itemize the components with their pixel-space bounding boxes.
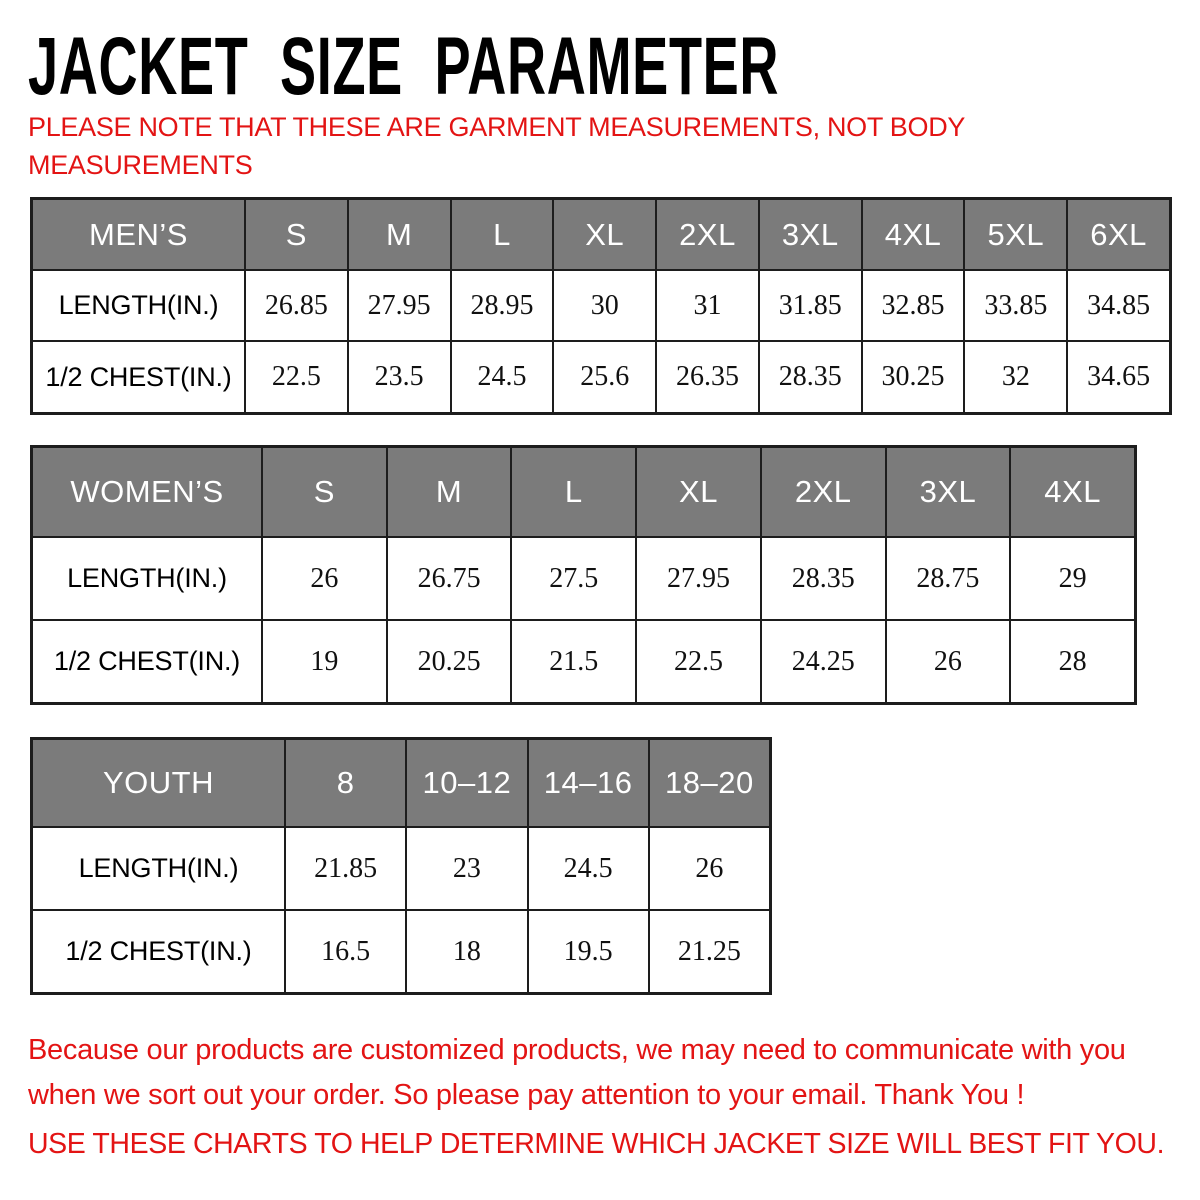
youth-size-header-8: 8: [285, 739, 406, 827]
womens-chest-value: 28: [1010, 620, 1135, 703]
womens-size-header-xl: XL: [636, 447, 761, 537]
youth-length-row-label: LENGTH(IN.): [32, 827, 285, 910]
mens-chest-value: 23.5: [348, 341, 451, 413]
mens-table-title: MEN’S: [32, 199, 245, 270]
youth-size-header-14-16: 14–16: [528, 739, 649, 827]
mens-size-header-6xl: 6XL: [1067, 199, 1170, 270]
mens-length-value: 34.85: [1067, 270, 1170, 341]
mens-chest-value: 22.5: [245, 341, 348, 413]
youth-length-value: 23: [406, 827, 527, 910]
mens-chest-row-label: 1/2 CHEST(IN.): [32, 341, 245, 413]
mens-length-value: 27.95: [348, 270, 451, 341]
mens-chest-value: 25.6: [553, 341, 656, 413]
womens-chest-value: 24.25: [761, 620, 886, 703]
mens-length-value: 31: [656, 270, 759, 341]
youth-chest-value: 18: [406, 910, 527, 993]
womens-table-title: WOMEN’S: [32, 447, 262, 537]
mens-size-header-4xl: 4XL: [862, 199, 965, 270]
womens-size-header-s: S: [262, 447, 387, 537]
mens-size-header-s: S: [245, 199, 348, 270]
mens-size-header-2xl: 2XL: [656, 199, 759, 270]
page-title: JACKET SIZE PARAMETER: [28, 21, 780, 112]
womens-length-row-label: LENGTH(IN.): [32, 537, 262, 620]
womens-length-value: 29: [1010, 537, 1135, 620]
note-line-1: PLEASE NOTE THAT THESE ARE GARMENT MEASUREMENTS, NOT BODY: [28, 112, 966, 142]
mens-size-header-5xl: 5XL: [964, 199, 1067, 270]
mens-chest-value: 26.35: [656, 341, 759, 413]
womens-size-header-2xl: 2XL: [761, 447, 886, 537]
mens-chest-value: 34.65: [1067, 341, 1170, 413]
womens-size-header-l: L: [511, 447, 636, 537]
womens-chest-value: 21.5: [511, 620, 636, 703]
mens-size-header-m: M: [348, 199, 451, 270]
womens-length-value: 26: [262, 537, 387, 620]
mens-length-row-label: LENGTH(IN.): [32, 270, 245, 341]
womens-length-value: 26.75: [387, 537, 512, 620]
mens-size-header-l: L: [451, 199, 554, 270]
mens-chest-value: 24.5: [451, 341, 554, 413]
womens-chest-row-label: 1/2 CHEST(IN.): [32, 620, 262, 703]
mens-length-value: 28.95: [451, 270, 554, 341]
customized-products-note: [28, 1028, 1193, 1118]
note-line-2: MEASUREMENTS: [28, 150, 253, 180]
womens-length-value: 28.35: [761, 537, 886, 620]
mens-length-value: 30: [553, 270, 656, 341]
youth-size-header-18-20: 18–20: [649, 739, 770, 827]
womens-chest-value: 22.5: [636, 620, 761, 703]
womens-chest-value: 26: [886, 620, 1011, 703]
womens-length-value: 27.95: [636, 537, 761, 620]
womens-chest-value: 20.25: [387, 620, 512, 703]
womens-length-value: 28.75: [886, 537, 1011, 620]
youth-chest-value: 16.5: [285, 910, 406, 993]
womens-size-header-3xl: 3XL: [886, 447, 1011, 537]
youth-chest-value: 19.5: [528, 910, 649, 993]
use-charts-note: USE THESE CHARTS TO HELP DETERMINE WHICH JACKET SIZE WILL BEST FIT YOU.: [28, 1128, 1165, 1160]
garment-measurement-note: [28, 108, 965, 184]
womens-size-header-m: M: [387, 447, 512, 537]
womens-size-table: [30, 445, 1137, 705]
mens-chest-value: 30.25: [862, 341, 965, 413]
footer-line-1: Because our products are customized products, we may need to communicate with you: [28, 1034, 1126, 1066]
mens-size-header-xl: XL: [553, 199, 656, 270]
youth-length-value: 26: [649, 827, 770, 910]
womens-size-header-4xl: 4XL: [1010, 447, 1135, 537]
youth-table-title: YOUTH: [32, 739, 285, 827]
mens-length-value: 31.85: [759, 270, 862, 341]
mens-size-table: [30, 197, 1172, 415]
footer-line-2: when we sort out your order. So please pay attention to your email. Thank You !: [28, 1079, 1025, 1111]
youth-size-header-10-12: 10–12: [406, 739, 527, 827]
womens-length-value: 27.5: [511, 537, 636, 620]
mens-size-header-3xl: 3XL: [759, 199, 862, 270]
womens-chest-value: 19: [262, 620, 387, 703]
mens-chest-value: 28.35: [759, 341, 862, 413]
youth-length-value: 21.85: [285, 827, 406, 910]
mens-length-value: 32.85: [862, 270, 965, 341]
youth-size-table: [30, 737, 772, 995]
youth-length-value: 24.5: [528, 827, 649, 910]
mens-length-value: 33.85: [964, 270, 1067, 341]
mens-chest-value: 32: [964, 341, 1067, 413]
youth-chest-value: 21.25: [649, 910, 770, 993]
mens-length-value: 26.85: [245, 270, 348, 341]
youth-chest-row-label: 1/2 CHEST(IN.): [32, 910, 285, 993]
